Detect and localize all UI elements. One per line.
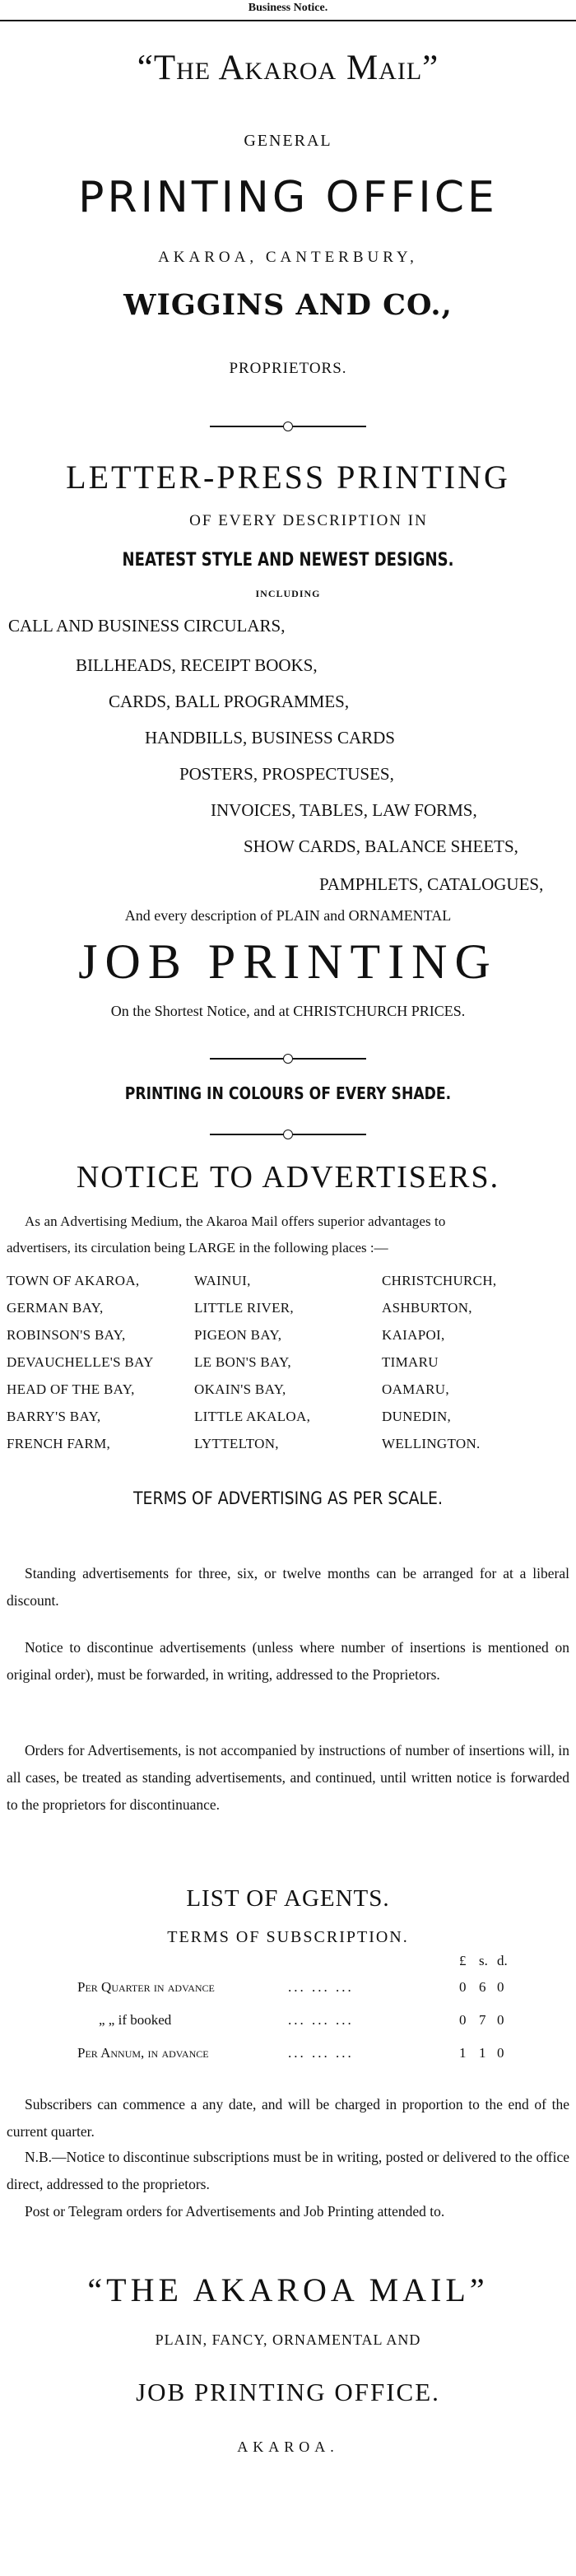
list-item: POSTERS, PROSPECTUSES, bbox=[179, 764, 394, 784]
proprietors-label: PROPRIETORS. bbox=[229, 360, 347, 377]
ornamental-separator bbox=[210, 1130, 366, 1139]
currency-pounds: £ bbox=[459, 1953, 467, 1968]
rate-label: Per Annum, in advance bbox=[77, 2045, 209, 2061]
agents-paragraph bbox=[7, 2144, 569, 2198]
list-item: PAMPHLETS, CATALOGUES, bbox=[319, 874, 544, 894]
place-name: HEAD OF THE BAY, bbox=[7, 1381, 135, 1397]
agents-paragraph bbox=[7, 2091, 569, 2145]
rate-label: „ „ if booked bbox=[99, 2012, 172, 2028]
ornamental-separator bbox=[210, 1054, 366, 1064]
advertisers-intro-line2: advertisers, its circulation being LARGE in the following places :— bbox=[7, 1240, 388, 1255]
section-label: Business Notice. bbox=[248, 2, 328, 14]
paragraph-text: N.B.—Notice to discontinue subscriptions must be in writing, posted or delivered to the office direct, addressed to the proprietors. bbox=[7, 2149, 569, 2192]
rate-value: 6 bbox=[479, 1979, 486, 1995]
list-item: INVOICES, TABLES, LAW FORMS, bbox=[211, 800, 477, 820]
place-name: TOWN OF AKAROA, bbox=[7, 1273, 140, 1288]
place-name: GERMAN BAY, bbox=[7, 1300, 104, 1316]
rate-value: 0 bbox=[459, 1979, 467, 1995]
place-name: LITTLE RIVER, bbox=[194, 1300, 294, 1316]
place-name: WAINUI, bbox=[194, 1273, 251, 1288]
place-name: FRENCH FARM, bbox=[7, 1436, 111, 1451]
list-item: BILLHEADS, RECEIPT BOOKS, bbox=[76, 655, 318, 675]
printing-office-heading: PRINTING OFFICE bbox=[78, 173, 498, 222]
list-item: HANDBILLS, BUSINESS CARDS bbox=[145, 728, 395, 748]
place-name: OKAIN'S BAY, bbox=[194, 1381, 286, 1397]
list-item: CARDS, BALL PROGRAMMES, bbox=[109, 692, 350, 711]
footer-title: “THE AKAROA MAIL” bbox=[87, 2271, 489, 2308]
ornamental-separator bbox=[210, 422, 366, 431]
list-item: SHOW CARDS, BALANCE SHEETS, bbox=[244, 836, 518, 856]
including-label: INCLUDING bbox=[255, 588, 321, 599]
list-item: CALL AND BUSINESS CIRCULARS, bbox=[8, 616, 286, 636]
rate-value: 0 bbox=[497, 2012, 504, 2028]
currency-shillings: s. bbox=[479, 1953, 488, 1968]
place-name: DEVAUCHELLE'S BAY bbox=[7, 1354, 154, 1370]
general-label: GENERAL bbox=[244, 132, 332, 150]
neatest-line: NEATEST STYLE AND NEWEST DESIGNS. bbox=[122, 550, 454, 571]
shortest-notice-line: On the Shortest Notice, and at CHRISTCHURCH PRICES. bbox=[110, 1003, 466, 1019]
place-name: CHRISTCHURCH, bbox=[382, 1273, 497, 1288]
rate-dots: ... ... ... bbox=[288, 2045, 354, 2061]
top-rule bbox=[0, 20, 576, 21]
paragraph-text: Orders for Advertisements, is not accompanied by instructions of number of insertions will, in all cases, be treated as standing advertisements, and continued, until written notice is forwarded to the proprietors for discontinuance. bbox=[7, 1742, 569, 1813]
job-printing-office-line: JOB PRINTING OFFICE. bbox=[136, 2378, 440, 2406]
advertisers-intro-line1: As an Advertising Medium, the Akaroa Mail offers superior advantages to bbox=[25, 1213, 446, 1229]
terms-line: TERMS OF ADVERTISING AS PER SCALE. bbox=[133, 1488, 443, 1508]
advertisers-heading: NOTICE TO ADVERTISERS. bbox=[76, 1160, 500, 1195]
letterpress-heading: LETTER-PRESS PRINTING bbox=[66, 459, 510, 496]
rate-dots: ... ... ... bbox=[288, 1979, 354, 1995]
place-name: LE BON'S BAY, bbox=[194, 1354, 291, 1370]
place-name: TIMARU bbox=[382, 1354, 439, 1370]
place-name: LITTLE AKALOA, bbox=[194, 1409, 311, 1424]
and-every-line: And every description of PLAIN and ORNAMENTAL bbox=[124, 907, 452, 924]
rate-value: 0 bbox=[459, 2012, 467, 2028]
paragraph-text: Notice to discontinue advertisements (unless where number of insertions is mentioned on original order), must be forwarded, in writing, addressed to the Proprietors. bbox=[7, 1639, 569, 1683]
place-name: ROBINSON'S BAY, bbox=[7, 1327, 126, 1343]
location-line: AKAROA, CANTERBURY, bbox=[158, 249, 418, 266]
agents-paragraph bbox=[7, 2198, 569, 2225]
rate-label: Per Quarter in advance bbox=[77, 1979, 215, 1995]
currency-pence: d. bbox=[497, 1953, 508, 1968]
advertisers-paragraph bbox=[7, 1560, 569, 1614]
place-name: OAMARU, bbox=[382, 1381, 449, 1397]
rate-value: 7 bbox=[479, 2012, 486, 2028]
place-name: WELLINGTON. bbox=[382, 1436, 481, 1451]
colours-line: PRINTING IN COLOURS OF EVERY SHADE. bbox=[124, 1083, 452, 1103]
place-name: KAIAPOI, bbox=[382, 1327, 445, 1343]
of-every-line: OF EVERY DESCRIPTION IN bbox=[189, 512, 428, 529]
job-printing-heading: JOB PRINTING bbox=[78, 934, 498, 989]
agents-heading: LIST OF AGENTS. bbox=[186, 1885, 390, 1912]
place-name: LYTTELTON, bbox=[194, 1436, 279, 1451]
place-name: PIGEON BAY, bbox=[194, 1327, 282, 1343]
rate-value: 0 bbox=[497, 1979, 504, 1995]
rate-value: 1 bbox=[479, 2045, 486, 2061]
paragraph-text: Subscribers can commence a any date, and will be charged in proportion to the end of the current quarter. bbox=[7, 2096, 569, 2140]
akaroa-line: AKAROA. bbox=[237, 2439, 339, 2455]
advertisers-paragraph bbox=[7, 1737, 569, 1819]
paragraph-text: Post or Telegram orders for Advertisements and Job Printing attended to. bbox=[25, 2203, 445, 2220]
rate-value: 1 bbox=[459, 2045, 467, 2061]
place-name: BARRY'S BAY, bbox=[7, 1409, 101, 1424]
place-name: ASHBURTON, bbox=[382, 1300, 472, 1316]
rate-value: 0 bbox=[497, 2045, 504, 2061]
plain-fancy-line: PLAIN, FANCY, ORNAMENTAL AND bbox=[155, 2331, 421, 2348]
masthead-title: “The Akaroa Mail” bbox=[137, 49, 439, 87]
place-name: DUNEDIN, bbox=[382, 1409, 452, 1424]
advertisers-paragraph bbox=[7, 1634, 569, 1689]
firm-name: WIGGINS AND CO., bbox=[123, 288, 453, 322]
paragraph-text: Standing advertisements for three, six, or twelve months can be arranged for at a liberal discount. bbox=[7, 1565, 569, 1609]
rate-dots: ... ... ... bbox=[288, 2012, 354, 2028]
subscription-heading: TERMS OF SUBSCRIPTION. bbox=[167, 1928, 409, 1946]
